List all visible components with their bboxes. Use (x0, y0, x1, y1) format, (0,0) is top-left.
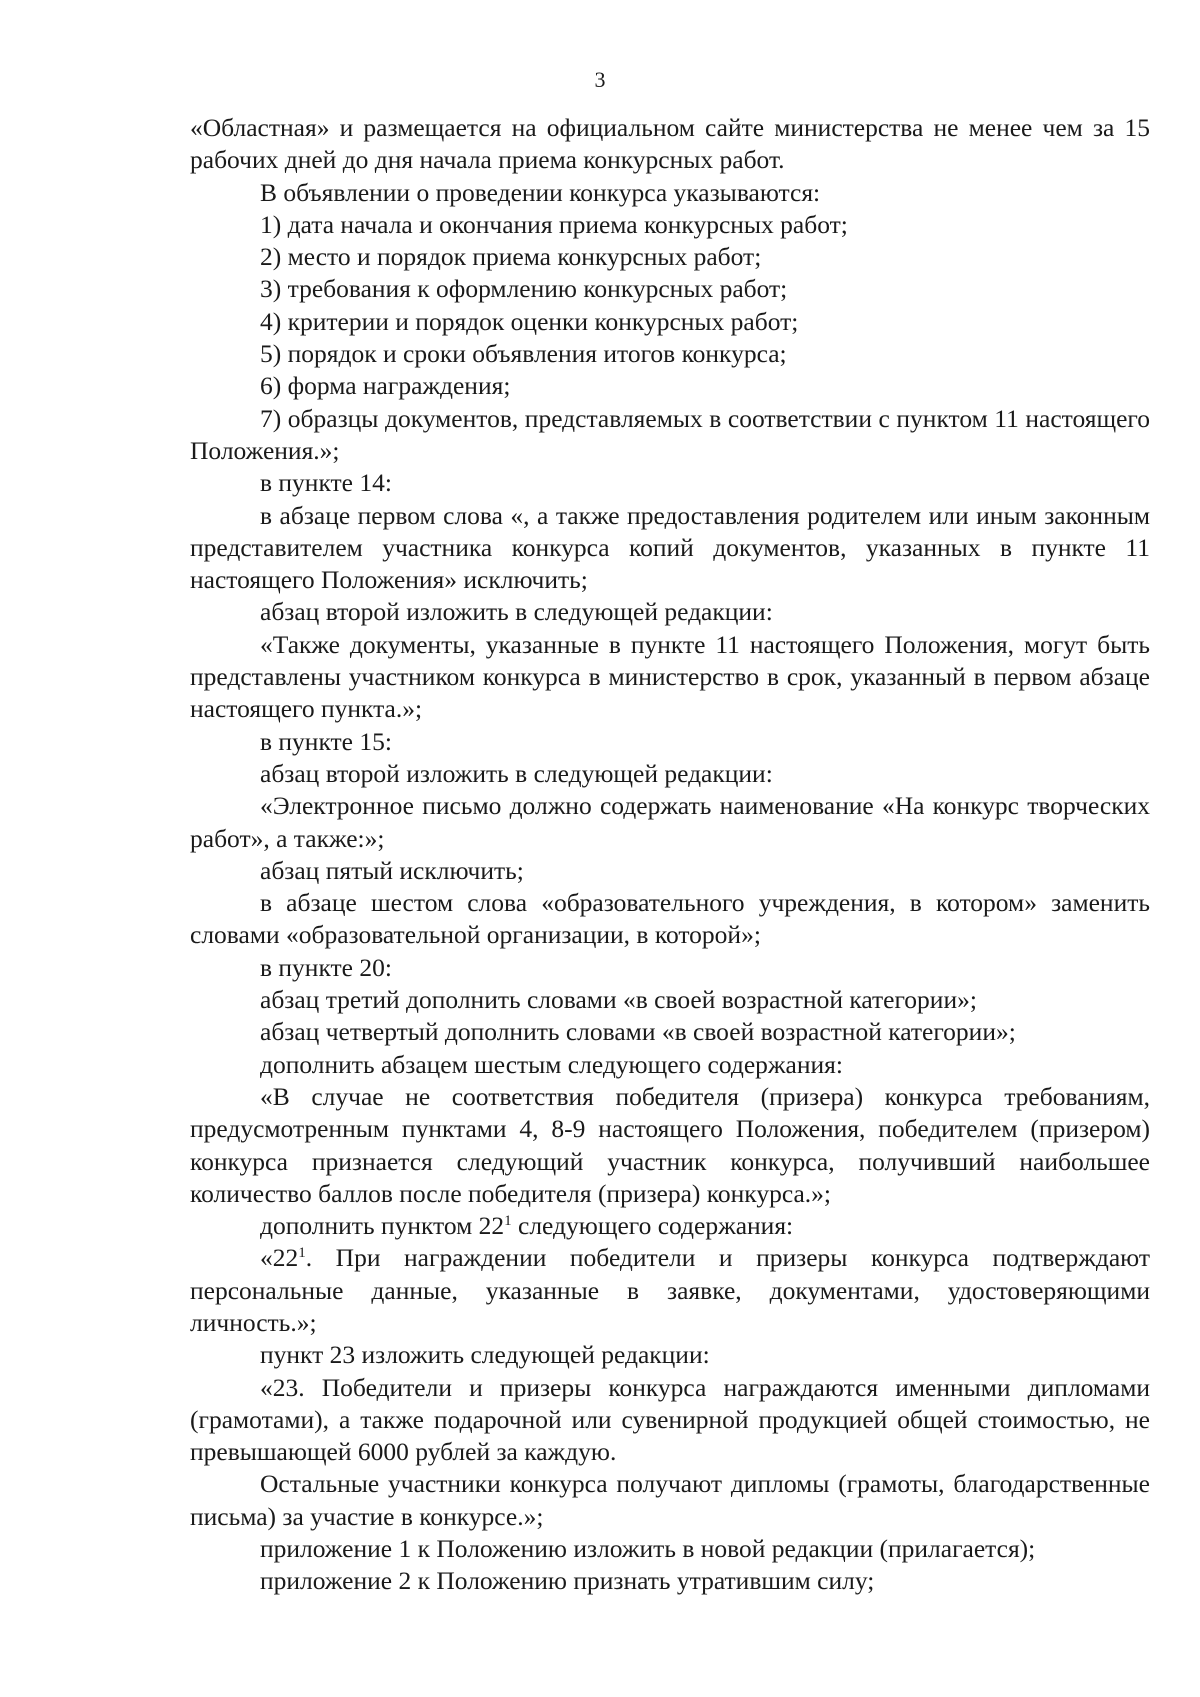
paragraph: дополнить абзацем шестым следующего содержания: (260, 1049, 843, 1079)
list-item: 7) образцы документов, представляемых в соответствии с пунктом 11 настоящего Положения.»; (190, 403, 1150, 465)
paragraph: В объявлении о проведении конкурса указываются: (260, 177, 821, 207)
list-item: 2) место и порядок приема конкурсных работ; (260, 242, 762, 272)
paragraph: приложение 2 к Положению признать утратившим силу; (260, 1566, 875, 1596)
paragraph (190, 1210, 1150, 1242)
paragraph: «В случае не соответствия победителя (призера) конкурса требованиям, предусмотренным пунктами 4, 8-9 настоящего Положения, победителем (призером) конкурса признается следующий участник конкурса, получивший наибольшее количество баллов после победителя (призера) конкурса.»; (190, 1081, 1150, 1208)
paragraph: в абзаце первом слова «, а также предоставления родителем или иным законным представителем участника конкурса копий документов, указанных в пункте 11 настоящего Положения» исключить; (190, 500, 1150, 595)
paragraph: в пункте 15: (260, 726, 392, 756)
list-item: 5) порядок и сроки объявления итогов конкурса; (260, 339, 787, 369)
paragraph: Остальные участники конкурса получают дипломы (грамоты, благодарственные письма) за участие в конкурсе.»; (190, 1469, 1150, 1531)
list-item: 4) критерии и порядок оценки конкурсных работ; (260, 306, 799, 336)
list-item: 3) требования к оформлению конкурсных работ; (260, 274, 788, 304)
paragraph: в пункте 14: (260, 468, 392, 498)
list-item: 6) форма награждения; (260, 371, 511, 401)
paragraph: абзац второй изложить в следующей редакции: (260, 597, 773, 627)
page-number: 3 (594, 67, 606, 92)
text-run: «22 (260, 1243, 299, 1273)
text-run: . При награждении победители и призеры конкурса подтверждают персональные данные, указанные в заявке, документами, удостоверяющими личность.»; (190, 1243, 1150, 1337)
document-body (190, 112, 1150, 1598)
paragraph: «Электронное письмо должно содержать наименование «На конкурс творческих работ», а также:»; (190, 791, 1150, 853)
paragraph (190, 1242, 1150, 1339)
superscript: 1 (298, 1245, 306, 1262)
paragraph: «Областная» и размещается на официальном сайте министерства не менее чем за 15 рабочих дней до дня начала приема конкурсных работ. (190, 113, 1150, 175)
paragraph: приложение 1 к Положению изложить в новой редакции (прилагается); (260, 1534, 1036, 1564)
paragraph: пункт 23 изложить следующей редакции: (260, 1340, 710, 1370)
text-run: дополнить пунктом 22 (260, 1211, 505, 1241)
paragraph: «Также документы, указанные в пункте 11 настоящего Положения, могут быть представлены участником конкурса в министерство в срок, указанный в первом абзаце настоящего пункта.»; (190, 629, 1150, 724)
paragraph: абзац четвертый дополнить словами «в своей возрастной категории»; (260, 1017, 1016, 1047)
paragraph: в абзаце шестом слова «образовательного учреждения, в котором» заменить словами «образовательной организации, в которой»; (190, 888, 1150, 950)
text-run: следующего содержания: (511, 1211, 794, 1241)
paragraph: «23. Победители и призеры конкурса награждаются именными дипломами (грамотами), а также подарочной или сувенирной продукцией общей стоимостью, не превышающей 6000 рублей за каждую. (190, 1372, 1150, 1467)
paragraph: в пункте 20: (260, 952, 392, 982)
superscript: 1 (504, 1213, 512, 1230)
paragraph: абзац пятый исключить; (260, 855, 524, 885)
paragraph: абзац третий дополнить словами «в своей возрастной категории»; (260, 985, 977, 1015)
list-item: 1) дата начала и окончания приема конкурсных работ; (260, 209, 848, 239)
paragraph: абзац второй изложить в следующей редакции: (260, 758, 773, 788)
